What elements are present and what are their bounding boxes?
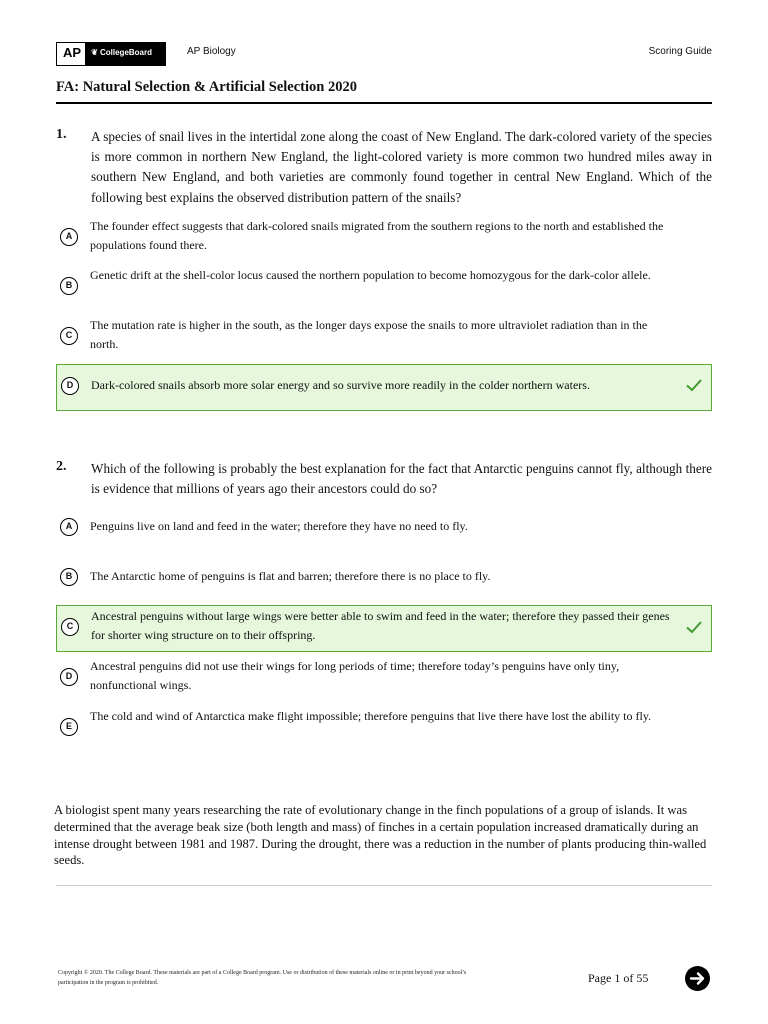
option-text: The cold and wind of Antarctica make flight impossible; therefore penguins that live there have lost the ability to fly.	[90, 709, 652, 723]
q1-option-c[interactable]	[56, 315, 712, 355]
question-number: 2.	[56, 459, 67, 474]
title-divider	[56, 102, 712, 104]
content-divider	[56, 885, 712, 886]
option-text: Genetic drift at the shell-color locus caused the northern population to become homozygous for the dark-color allele.	[90, 268, 651, 282]
q1-option-a[interactable]	[56, 216, 712, 256]
q1-option-b[interactable]	[56, 265, 712, 305]
option-letter-bubble: D	[60, 668, 78, 686]
copyright-notice: Copyright © 2020. The College Board. These materials are part of a College Board program. Use or distribution of these materials online or in print beyond your school’s participation in the program is prohibited.	[58, 970, 467, 986]
option-letter-bubble: E	[60, 718, 78, 736]
question-stem: A species of snail lives in the intertidal zone along the coast of New England. The dark-colored variety of the species is more common in northern New England, the light-colored variety is more common two hundred miles away in southern New England, and both varieties are commonly found together in central New England. Which of the following best explains the observed distribution pattern of the snails?	[91, 129, 712, 205]
option-text: The mutation rate is higher in the south, as the longer days expose the snails to more ultraviolet radiation than in the north.	[90, 318, 648, 351]
option-text: Ancestral penguins did not use their wings for long periods of time; therefore today’s penguins have only tiny, nonfunctional wings.	[90, 659, 620, 692]
option-text: Penguins live on land and feed in the water; therefore they have no need to fly.	[90, 519, 468, 533]
logo-ap-text: AP	[57, 43, 85, 65]
checkmark-icon	[685, 618, 703, 636]
q2-option-c-correct[interactable]	[56, 605, 712, 652]
option-letter-bubble: D	[61, 377, 79, 395]
question-stem: Which of the following is probably the best explanation for the fact that Antarctic penguins cannot fly, although there is evidence that millions of years ago their ancestors could do so?	[91, 461, 712, 497]
question-2	[56, 459, 712, 499]
header-subject: AP Biology	[187, 46, 236, 57]
ap-collegeboard-logo	[56, 42, 166, 66]
question-1	[56, 127, 712, 208]
option-text: The Antarctic home of penguins is flat and barren; therefore there is no place to fly.	[90, 569, 491, 583]
q2-option-d[interactable]	[56, 656, 712, 696]
checkmark-icon	[685, 376, 703, 394]
q2-option-e[interactable]	[56, 706, 712, 746]
option-letter-bubble: A	[60, 518, 78, 536]
option-letter-bubble: B	[60, 277, 78, 295]
option-text: Dark-colored snails absorb more solar energy and so survive more readily in the colder northern waters.	[91, 378, 590, 392]
arrow-right-icon	[685, 966, 710, 991]
stimulus-passage: A biologist spent many years researching the rate of evolutionary change in the finch populations of a group of islands. It was determined that the average beak size (both length and mass) of finches in a certain population increased dramatically during an intense drought between 1981 and 1987. During the drought, there was a reduction in the number of plants producing thin-walled seeds.	[54, 803, 707, 868]
option-letter-bubble: A	[60, 228, 78, 246]
next-page-button[interactable]	[685, 966, 710, 991]
page-header	[56, 42, 712, 64]
page-title: FA: Natural Selection & Artificial Selection 2020	[56, 79, 357, 95]
logo-collegeboard-text: ❦ CollegeBoard	[85, 43, 165, 65]
q2-option-b[interactable]	[56, 566, 712, 590]
option-text: Ancestral penguins without large wings were better able to swim and feed in the water; therefore they passed their genes for shorter wing structure on to their offspring.	[91, 609, 670, 642]
option-text: The founder effect suggests that dark-colored snails migrated from the southern regions to the north and established the populations found there.	[90, 219, 664, 252]
option-letter-bubble: C	[61, 618, 79, 636]
q1-option-d-correct[interactable]	[56, 364, 712, 411]
option-letter-bubble: C	[60, 327, 78, 345]
q2-option-a[interactable]	[56, 516, 712, 540]
header-scoring-guide: Scoring Guide	[648, 46, 712, 57]
option-letter-bubble: B	[60, 568, 78, 586]
page-indicator: Page 1 of 55	[588, 971, 649, 985]
question-number: 1.	[56, 127, 67, 142]
